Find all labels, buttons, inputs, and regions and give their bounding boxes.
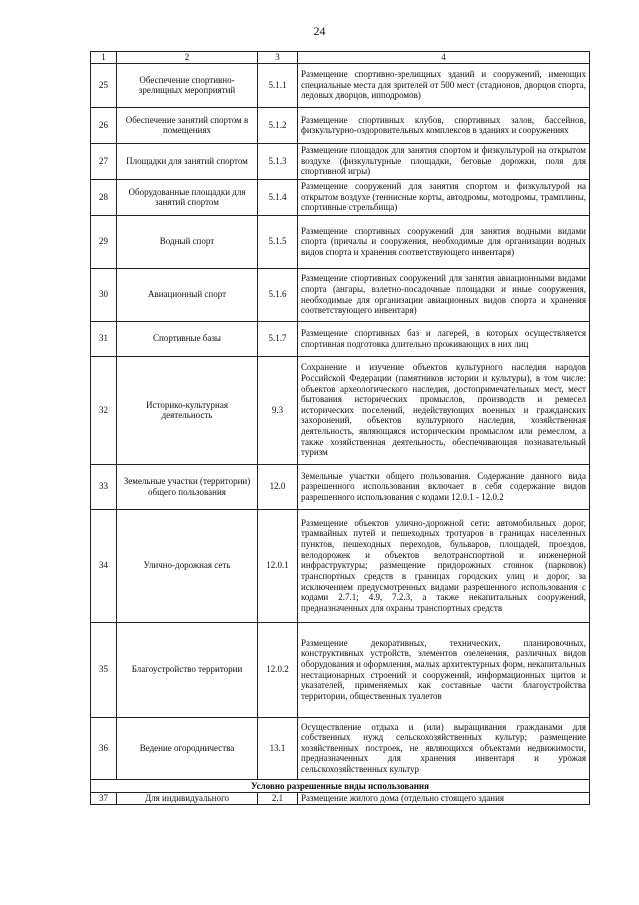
table-row [91, 143, 590, 179]
row-number: 30 [91, 268, 117, 321]
land-use-description: Осуществление отдыха и (или) выращивания гражданами для собственных нужд сельскохозяйственных культур; размещение хозяйственных построек, не являющихся объектами недвижимости, предназначенных для хранения инвентаря и урожая сельскохозяйственных культур [298, 717, 590, 779]
land-use-code: 12.0.1 [258, 509, 298, 622]
land-use-description: Земельные участки общего пользования. Содержание данного вида разрешенного использования включает в себя содержание видов разрешенного использования с кодами 12.0.1 - 12.0.2 [298, 464, 590, 509]
land-use-description: Размещение спортивных баз и лагерей, в которых осуществляется спортивная подготовка длительно проживающих в них лиц [298, 321, 590, 356]
land-use-name: Улично-дорожная сеть [117, 509, 258, 622]
row-number: 37 [91, 793, 117, 805]
table-row [91, 179, 590, 215]
land-use-description: Размещение спортивно-зрелищных зданий и сооружений, имеющих специальные места для зрителей от 500 мест (стадионов, дворцов спорта, ледовых дворцов, ипподромов) [298, 63, 590, 107]
row-number: 36 [91, 717, 117, 779]
table-row-partial [91, 793, 590, 805]
row-number: 25 [91, 63, 117, 107]
land-use-name: Для индивидуального [117, 793, 258, 805]
land-use-code: 12.0.2 [258, 622, 298, 717]
page-number: 24 [313, 24, 326, 38]
land-use-description: Размещение декоративных, технических, планировочных, конструктивных устройств, элементов озеленения, различных видов оборудования и оформления, малых архитектурных форм, некапитальных нестационарных строений и сооружений, информационных щитов и указателей, применяемых как составные части благоустройства территории, общественных туалетов [298, 622, 590, 717]
land-use-code: 2.1 [258, 793, 298, 805]
header-cell: 2 [117, 52, 258, 64]
table-row [91, 107, 590, 143]
land-use-code: 5.1.4 [258, 179, 298, 215]
table-row [91, 622, 590, 717]
land-use-name: Оборудованные площадки для занятий спортом [117, 179, 258, 215]
row-number: 31 [91, 321, 117, 356]
table-row [91, 717, 590, 779]
row-number: 35 [91, 622, 117, 717]
land-use-description: Размещение объектов улично-дорожной сети: автомобильных дорог, трамвайных путей и пешеходных тротуаров в границах населенных пунктов, пешеходных переходов, бульваров, площадей, проездов, велодорожек и объектов велотранспортной и инженерной инфраструктуры; размещение придорожных стоянок (парковок) транспортных средств в границах городских улиц и дорог, за исключением предусмотренных видами разрешенного использования с кодами 2.7.1; 4.9, 7.2.3, а также некапитальных сооружений, предназначенных для охраны транспортных средств [298, 509, 590, 622]
land-use-name: Спортивные базы [117, 321, 258, 356]
land-use-code: 5.1.1 [258, 63, 298, 107]
land-use-name: Ведение огородничества [117, 717, 258, 779]
land-use-description: Размещение площадок для занятия спортом и физкультурой на открытом воздухе (физкультурные площадки, беговые дорожки, поля для спортивной игры) [298, 143, 590, 179]
section-header-row [91, 779, 590, 793]
land-use-description: Размещение спортивных сооружений для занятия водными видами спорта (причалы и сооружения, необходимые для организации водных видов спорта и хранения соответствующего инвентаря) [298, 215, 590, 268]
land-use-code: 9.3 [258, 356, 298, 464]
land-use-name: Благоустройство территории [117, 622, 258, 717]
land-use-table [90, 51, 590, 805]
table-row [91, 215, 590, 268]
land-use-description: Сохранение и изучение объектов культурного наследия народов Российской Федерации (памятников истории и культуры), в том числе: объектов археологического наследия, достопримечательных мест, мест бытования исторических промыслов, производств и ремесел исторических поселений, недействующих военных и гражданских захоронений, объектов культурного наследия, хозяйственная деятельность, являющаяся историческим промыслом или ремеслом, а также хозяйственная деятельность, обеспечивающая познавательный туризм [298, 356, 590, 464]
section-title: Условно разрешенные виды использования [91, 779, 590, 793]
land-use-description: Размещение спортивных сооружений для занятия авиационными видами спорта (ангары, взлетно-посадочные площадки и иные сооружения, необходимые для организации авиационных видов спорта и хранения соответствующего инвентаря) [298, 268, 590, 321]
land-use-code: 5.1.2 [258, 107, 298, 143]
land-use-code: 5.1.5 [258, 215, 298, 268]
land-use-code: 5.1.7 [258, 321, 298, 356]
land-use-code: 12.0 [258, 464, 298, 509]
table-row [91, 268, 590, 321]
table-row [91, 509, 590, 622]
land-use-name: Площадки для занятий спортом [117, 143, 258, 179]
row-number: 32 [91, 356, 117, 464]
row-number: 34 [91, 509, 117, 622]
row-number: 28 [91, 179, 117, 215]
land-use-name: Обеспечение занятий спортом в помещениях [117, 107, 258, 143]
row-number: 27 [91, 143, 117, 179]
row-number: 26 [91, 107, 117, 143]
land-use-description: Размещение жилого дома (отдельно стоящего здания [298, 793, 590, 805]
land-use-name: Авиационный спорт [117, 268, 258, 321]
land-use-description: Размещение сооружений для занятия спортом и физкультурой на открытом воздухе (теннисные корты, автодромы, мотодромы, трамплины, спортивные стрельбища) [298, 179, 590, 215]
header-cell: 1 [91, 52, 117, 64]
land-use-code: 13.1 [258, 717, 298, 779]
land-use-code: 5.1.6 [258, 268, 298, 321]
table-row [91, 464, 590, 509]
header-cell: 3 [258, 52, 298, 64]
row-number: 33 [91, 464, 117, 509]
header-cell: 4 [298, 52, 590, 64]
land-use-name: Земельные участки (территории) общего пользования [117, 464, 258, 509]
land-use-description: Размещение спортивных клубов, спортивных залов, бассейнов, физкультурно-оздоровительных комплексов в зданиях и сооружениях [298, 107, 590, 143]
table-row [91, 356, 590, 464]
land-use-code: 5.1.3 [258, 143, 298, 179]
table-row [91, 63, 590, 107]
land-use-name: Историко-культурная деятельность [117, 356, 258, 464]
table-header-row [91, 52, 590, 64]
table-row [91, 321, 590, 356]
land-use-name: Водный спорт [117, 215, 258, 268]
land-use-name: Обеспечение спортивно-зрелищных мероприятий [117, 63, 258, 107]
row-number: 29 [91, 215, 117, 268]
